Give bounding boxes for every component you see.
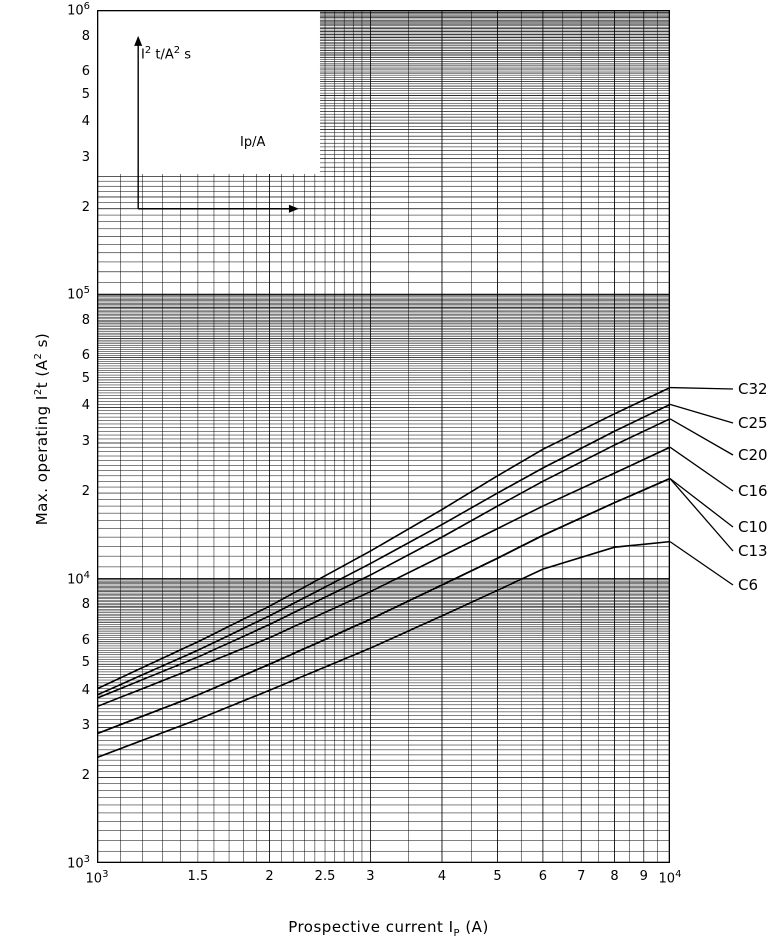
- x-tick-value: 10: [85, 871, 103, 887]
- y-tick-label: [40, 313, 90, 328]
- y-tick-label: [40, 150, 90, 165]
- curve-label-c6: C6: [738, 576, 759, 594]
- inset-x-axis-label: Ip/A: [240, 135, 266, 150]
- x-tick-exponent: 3: [102, 869, 109, 880]
- y-tick-label: [40, 434, 90, 449]
- y-tick-label: [40, 29, 90, 44]
- y-tick-label: [40, 285, 90, 302]
- x-tick-label: [645, 869, 695, 886]
- x-tick-value: 7: [577, 869, 586, 884]
- y-tick-value: 5: [81, 655, 90, 671]
- x-tick-label: [300, 869, 350, 884]
- y-tick-label: [40, 597, 90, 612]
- x-axis-title-post: (A): [460, 918, 489, 936]
- y-tick-value: 10: [67, 287, 84, 303]
- x-tick-label: [244, 869, 294, 884]
- y-tick-exponent: 5: [83, 285, 90, 297]
- y-tick-value: 5: [81, 86, 90, 102]
- y-tick-value: 8: [81, 597, 90, 613]
- y-tick-exponent: 3: [83, 854, 90, 865]
- curve-c25: [97, 404, 670, 695]
- curve-label-c25: C25: [738, 414, 768, 432]
- y-tick-value: 4: [81, 398, 90, 414]
- x-tick-label: [72, 869, 122, 886]
- y-tick-value: 4: [81, 114, 90, 130]
- x-tick-value: 2.5: [314, 869, 336, 884]
- curve-label-c16: C16: [738, 482, 768, 500]
- y-tick-value: 5: [81, 370, 90, 386]
- y-tick-label: [40, 398, 90, 413]
- x-axis-title: [0, 918, 777, 939]
- y-tick-label: [40, 484, 90, 499]
- y-tick-value: 2: [81, 199, 90, 215]
- y-tick-value: 6: [81, 64, 90, 80]
- x-tick-value: 3: [366, 869, 375, 884]
- x-tick-label: [173, 869, 223, 884]
- y-axis-title-sup1: 2: [33, 388, 44, 396]
- y-tick-value: 10: [67, 856, 84, 872]
- y-tick-label: [40, 200, 90, 215]
- y-tick-value: 8: [81, 312, 90, 328]
- y-tick-exponent: 4: [83, 569, 90, 581]
- y-tick-value: 3: [81, 434, 90, 449]
- y-tick-value: 4: [81, 682, 90, 698]
- y-tick-value: 2: [81, 484, 90, 500]
- x-tick-label: [417, 869, 467, 884]
- y-tick-value: 3: [81, 149, 90, 165]
- x-tick-value: 9: [639, 869, 648, 884]
- x-tick-value: 8: [610, 869, 619, 884]
- x-tick-value: 2: [265, 869, 274, 884]
- curve-label-c32: C32: [738, 380, 768, 398]
- x-tick-label: [473, 869, 523, 884]
- curve-c16: [97, 447, 670, 706]
- y-tick-value: 10: [67, 571, 84, 587]
- y-tick-label: [40, 570, 90, 587]
- y-tick-exponent: 6: [83, 1, 90, 12]
- y-tick-value: 10: [67, 3, 84, 19]
- plot-svg: [97, 10, 670, 863]
- plot-area: [97, 10, 670, 863]
- y-tick-value: 2: [81, 768, 90, 784]
- y-tick-label: [40, 768, 90, 783]
- x-axis-title-pre: Prospective current I: [288, 918, 454, 936]
- y-tick-label: [40, 683, 90, 698]
- y-tick-label: [40, 87, 90, 102]
- y-tick-label: [40, 1, 90, 18]
- curve-label-c13: C13: [738, 542, 768, 560]
- y-axis-title-pre: Max. operating I: [33, 395, 51, 526]
- y-tick-label: [40, 718, 90, 733]
- x-tick-value: 1.5: [187, 869, 209, 884]
- x-tick-value: 6: [538, 869, 548, 884]
- x-tick-value: 5: [493, 869, 502, 884]
- y-tick-label: [40, 371, 90, 386]
- y-axis-title-post: s): [33, 332, 51, 353]
- y-tick-label: [40, 348, 90, 363]
- x-tick-value: 4: [437, 869, 447, 884]
- y-tick-value: 6: [81, 348, 90, 364]
- y-tick-value: 3: [81, 718, 90, 734]
- y-tick-value: 8: [81, 28, 90, 44]
- y-axis-title-mid: t (A: [33, 359, 51, 389]
- curve-label-c10: C10: [738, 518, 768, 536]
- y-tick-label: [40, 633, 90, 648]
- x-axis-title-sub: P: [453, 928, 461, 939]
- y-axis-title-sup2: 2: [33, 352, 44, 360]
- x-tick-exponent: 4: [675, 869, 682, 880]
- x-tick-value: 10: [658, 871, 676, 887]
- x-tick-label: [345, 869, 395, 884]
- y-tick-label: [40, 64, 90, 79]
- y-tick-label: [40, 655, 90, 670]
- y-tick-label: [40, 114, 90, 129]
- curve-label-c20: C20: [738, 446, 768, 464]
- inset-y-axis-label: $I^2$ $t/A^2$ s: [141, 45, 192, 63]
- y-tick-value: 6: [81, 632, 90, 648]
